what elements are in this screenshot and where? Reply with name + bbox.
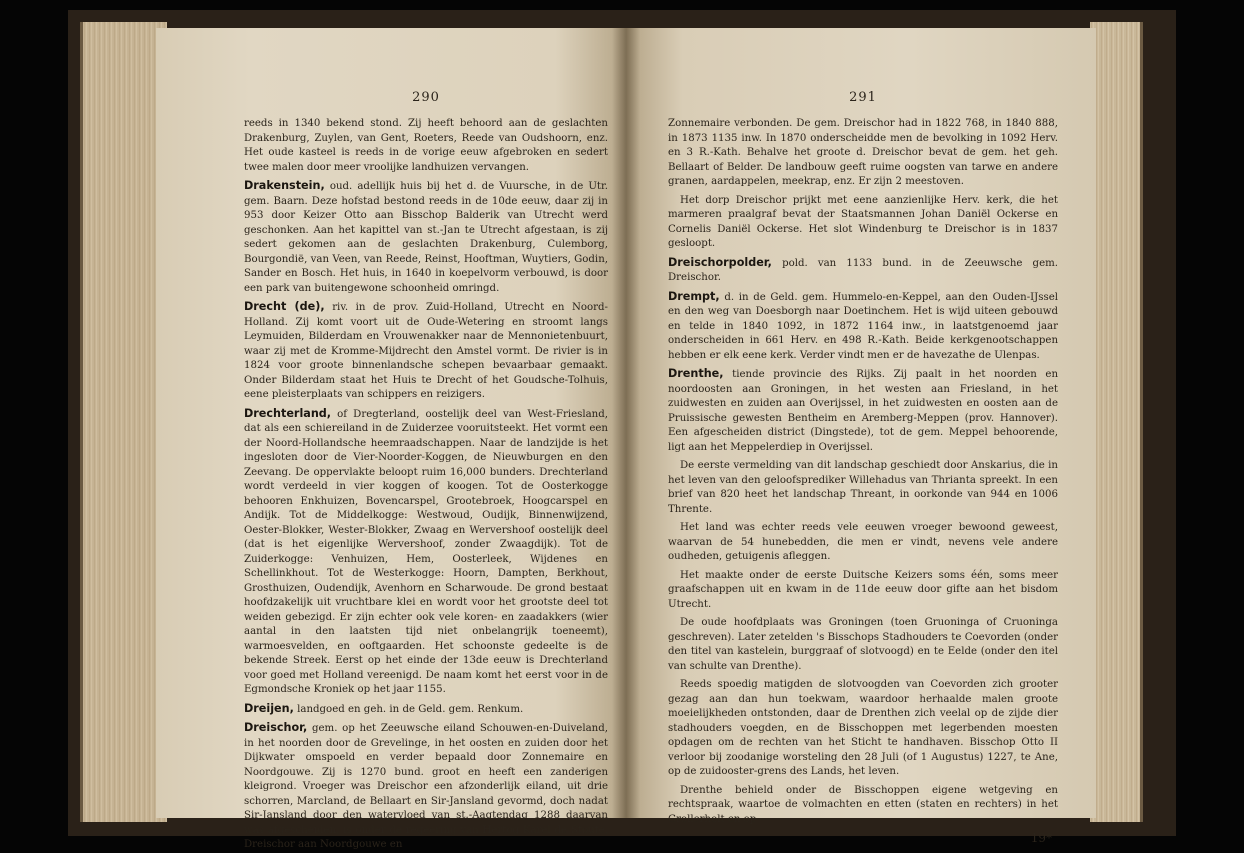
paragraph-text: De eerste vermelding van dit landschap geschiedt door Anskarius, die in het leven van den geloofsprediker Willehadus van Thrianta spreekt. In een brief van 820 heet het landschap Threant, in oorkonde van 944 en 1006 Thrente. [668,460,1058,515]
entry-text: oud. adellijk huis bij het d. de Vuursche, in de Utr. gem. Baarn. Deze hofstad bestond reeds in de 10de eeuw, daar zij in 953 door Keizer Otto aan Bisschop Balderik van Utrecht werd geschonken. Aan het kapittel van st.-Jan te Utrecht afgestaan, is zij sedert gekomen aan de geslachten Drakenburg, Culemborg, Bourgondië, van Veen, van Reede, Reinst, Hooftman, Wuytiers, Godin, Sander en Bosch. Het huis, in 1640 in koepelvorm verbouwd, is door een park van buitengewone schoonheid omringd. [244,181,608,294]
page-number: 291 [849,90,877,105]
paragraph-text: Het land was echter reeds vele eeuwen vroeger bewoond geweest, waarvan de 54 hunebedden, die men er vindt, nevens vele andere oudheden, getuigenis afleggen. [668,522,1058,562]
left-page [156,28,626,850]
paragraph-text: De oude hoofdplaats was Groningen (toen Gruoninga of Cruoninga geschreven). Later zetelden 's Bisschops Stadhouders te Coevorden (onder den titel van kastelein, burggraaf of slotvoogd) en te Eelde (onder den itel van schulte van Drenthe). [668,617,1058,672]
entry-text: d. in de Geld. gem. Hummelo-en-Keppel, aan den Ouden-IJssel en den weg van Doesborgh naar Doetinchem. Het is wijd uiteen gebouwd en telde in 1840 1092, in 1872 1164 inw., in laatstgenoemd jaar onderscheiden in 661 Herv. en 498 R.-Kath. Beide kerkgenootschappen hebben er elk eene kerk. Verder vindt men er de havezathe de Ulenpas. [668,291,1058,361]
right-page-text [668,117,1058,827]
left-page-text [244,117,608,853]
entry-dreischor [244,721,608,853]
entry-dreijen [244,702,608,718]
signature-mark: 19* [1030,831,1052,845]
paragraph-text: Zonnemaire verbonden. De gem. Dreischor had in 1822 768, in 1840 888, in 1873 1135 inw. In 1870 onderscheidde men de bevolking in 1092 Herv. en 3 R.-Kath. Behalve het groote d. Dreischor bevat de gem. het geh. Bellaart of Belder. De landbouw geeft ruime oogsten van tarwe en andere granen, aardappelen, meekrap, enz. Er zijn 2 meestoven. [668,118,1058,187]
entry-text: of Dregterland, oostelijk deel van West-Friesland, dat als een schiereiland in de Zuiderzee vooruitsteekt. Het vormt een der Noord-Hollandsche heemraadschappen. Naar de landzijde is het ingesloten door de Vier-Noorder-Koggen, de Nieuwburgen en den Zeevang. De oppervlakte beloopt ruim 16,000 bunders. Drechterland wordt verdeeld in vier koggen of koogen. Tot de Oosterkogge behooren Enkhuizen, Bovencarspel, Grootebroek, Hoogcarspel en Andijk. Tot de Middelkogge: Westwoud, Oudijk, Binnenwijzend, Oester-Blokker, Wester-Blokker, Zwaag en Wervershoof oostelijk deel (dat is het eigenlijke Wervershoof, zonder Zwaagdijk). Tot de Zuiderkogge: Venhuizen, Hem, Oosterleek, Wijdenes en Schellinkhout. Tot de Westerkogge: Hoorn, Dampten, Berkhout, Grosthuizen, Oudendijk, Avenhorn en Scharwoude. De grond bestaat hoofdzakelijk uit vruchtbare klei en wordt voor het grootste deel tot weiden gebezigd. Er zijn echter ook vele koren- en zaadakkers (wier aantal in den laatsten tijd niet onbelangrijk toeneemt), warmoesvelden, en ooftgaarden. Het schoonste gedeelte is de bekende Streek. Eerst op het einde der 13de eeuw is Drechterland voor goed met Holland vereenigd. De naam komt het eerst voor in de Egmondsche Kroniek op het jaar 1155. [244,408,608,695]
entry-text: riv. in de prov. Zuid-Holland, Utrecht en Noord-Holland. Zij komt voort uit de Oude-Wetering en stroomt langs Leymuiden, Bilderdam en Vrouwenakker naar de Mennonietenbuurt, waar zij met de Kromme-Mijdrecht den Amstel vormt. De rivier is in 1824 voor groote binnenlandsche schepen bevaarbaar gemaakt. Onder Bilderdam staat het Huis te Drecht of het Goudsche-Tolhuis, eene pleisterplaats van schippers en reizigers. [244,302,608,400]
paragraph [668,194,1058,252]
entry-term: Drempt, [668,289,720,303]
paragraph-text: Reeds spoedig matigden de slotvoogden van Coevorden zich grooter gezag aan dan hun toekwam, waardoor herhaalde malen groote moeielijkheden ontstonden, daar de Drenthen zich veelal op de zijde dier stadhouders voegden, en de Bisschoppen met legerbenden moesten opdagen om de rechten van het Sticht te handhaven. Bisschop Otto II verloor bij zoodanige worsteling den 28 Juli (of 1 Augustus) 1227, te Ane, op de zuidooster-grens des Lands, het leven. [668,679,1058,777]
paragraph [668,521,1058,565]
paragraph [668,117,1058,190]
entry-drecht [244,300,608,403]
paragraph [244,117,608,175]
entry-term: Drenthe, [668,367,724,380]
entry-text: pold. van 1133 bund. in de Zeeuwsche gem. Dreischor. [668,257,1058,283]
page-edges-right [1090,22,1143,822]
entry-text: tiende provincie des Rijks. Zij paalt in het noorden en noordoosten aan Groningen, in het westen aan Friesland, in het zuidwesten en zuiden aan Overijssel, in het zuidwesten en oosten aan de Pruissische gewesten Bentheim en Aremberg-Meppen (prov. Hannover). Een afgescheiden district (Dingstede), tot de gem. Meppel behoorende, ligt aan het Meppelerdiep in Overijssel. [668,369,1058,453]
entry-drechterland [244,407,608,698]
entry-term: Dreischorpolder, [668,255,772,269]
entry-drakenstein [244,179,608,296]
book-gutter [612,28,640,818]
entry-drenthe [668,367,1058,455]
paragraph [668,678,1058,780]
paragraph-text: reeds in 1340 bekend stond. Zij heeft behoord aan de geslachten Drakenburg, Zuylen, van Gent, Roeters, Reede van Oudshoorn, enz. Het oude kasteel is reeds in de vorige eeuw afgebroken en sedert twee malen door meer vroolijke landhuizen vervangen. [244,118,608,173]
paragraph [668,784,1058,828]
entry-term: Drakenstein, [244,179,325,192]
entry-drempt [668,290,1058,364]
paragraph [668,459,1058,517]
entry-term: Drecht (de), [244,300,325,313]
paragraph-text: Het dorp Dreischor prijkt met eene aanzienlijke Herv. kerk, die het marmeren praalgraf bevat der Staatsmannen Johan Daniël Ockerse en Cornelis Daniël Ockerse. Het slot Windenburg te Dreischor is in 1837 gesloopt. [668,194,1058,249]
entry-term: Dreischor, [244,721,308,734]
paragraph [668,616,1058,674]
entry-term: Dreijen, [244,701,294,715]
entry-term: Drechterland, [244,406,332,420]
page-edges-left [80,22,167,822]
paragraph-text: Het maakte onder de eerste Duitsche Keizers soms één, soms meer graafschappen uit en kwam in de 11de eeuw door gifte aan het bisdom Utrecht. [668,569,1058,610]
right-page [626,28,1096,845]
paragraph [668,569,1058,613]
entry-text: landgoed en geh. in de Geld. gem. Renkum. [297,703,524,715]
entry-dreischorpolder [668,256,1058,286]
entry-text: gem. op het Zeeuwsche eiland Schouwen-en-Duiveland, in het noorden door de Grevelinge, in het oosten en zuiden door het Dijkwater omspoeld en verder bepaald door Zonnemaire en Noordgouwe. Zij is 1270 bund. groot en heeft een zanderigen kleigrond. Vroeger was Dreischor een afzonderlijk eiland, uit drie schorren, Marcland, de Bellaart en Sir-Jansland gevormd, doch nadat Sir-Jansland door den watervloed van st.-Aagtendag 1288 daarvan was afgescheiden, is onder de regeering van Hertog Karel de Stoute, Dreischor aan Noordgouwe en [244,723,608,850]
page-number: 290 [412,90,440,105]
paragraph-text: Drenthe behield onder de Bisschoppen eigene wetgeving en rechtspraak, waartoe de volmachten en etten (staten en rechters) in het Grollerholt en op [668,784,1058,825]
